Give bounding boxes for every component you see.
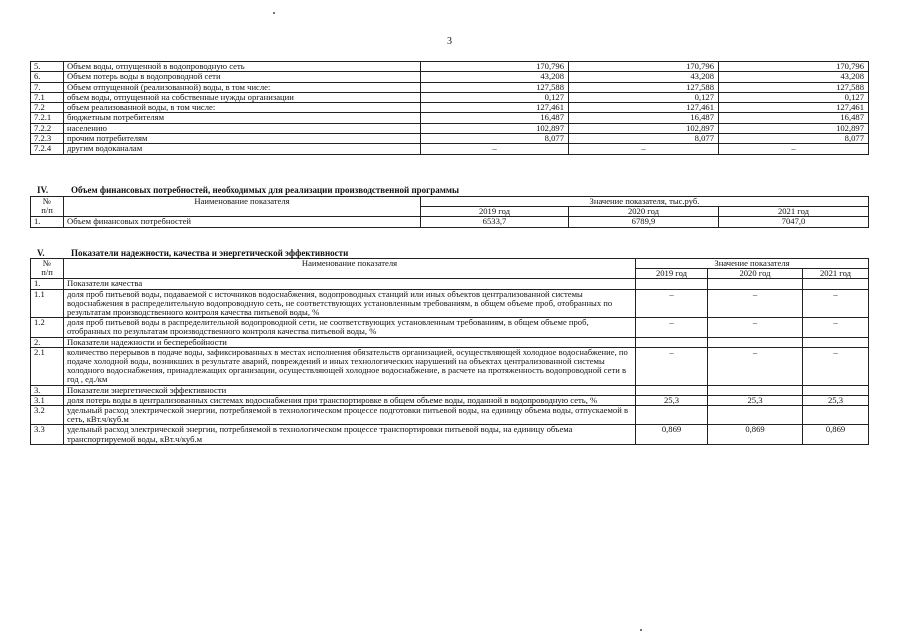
page-number: 3 [447, 36, 452, 47]
row-num: 7.2.4 [31, 144, 64, 154]
row-name: другим водоканалам [64, 144, 421, 154]
row-value-2020: 102,897 [569, 123, 719, 133]
row-value-2020 [708, 406, 803, 425]
table-row [31, 289, 869, 318]
row-num: 3.1 [31, 395, 64, 405]
table-row [31, 72, 869, 82]
row-value-2020: 0,127 [569, 92, 719, 102]
row-value-2019: 102,897 [421, 123, 569, 133]
row-name: прочим потребителям [64, 134, 421, 144]
table-row [31, 406, 869, 425]
row-value-2021: 170,796 [719, 62, 869, 72]
row-num: 7.2 [31, 103, 64, 113]
row-value-2021: 7047,0 [719, 217, 869, 227]
header-value-cell: Значение показателя, тыс.руб. [421, 197, 869, 207]
row-value-2021 [803, 406, 869, 425]
table-row [31, 425, 869, 444]
row-num: 1.1 [31, 289, 64, 318]
row-value-2020 [708, 385, 803, 395]
row-num: 3.3 [31, 425, 64, 444]
row-value-2019 [636, 406, 708, 425]
financial-needs-table [30, 196, 869, 228]
header-name-cell: Наименование показателя [64, 197, 421, 217]
row-value-2019: 170,796 [421, 62, 569, 72]
row-value-2020: 25,3 [708, 395, 803, 405]
row-num: 3. [31, 385, 64, 395]
row-name: населению [64, 123, 421, 133]
row-value-2019: 0,127 [421, 92, 569, 102]
row-num: 2.1 [31, 347, 64, 385]
row-value-2019: 127,588 [421, 82, 569, 92]
row-value-2019: 8,077 [421, 134, 569, 144]
header-num-cell: № п/п [31, 197, 64, 217]
scan-speck [640, 629, 642, 631]
row-name: Показатели надежности и бесперебойности [64, 337, 636, 347]
row-num: 7.2.1 [31, 113, 64, 123]
row-value-2020: 127,588 [569, 82, 719, 92]
row-value-2021: – [719, 144, 869, 154]
row-value-2020 [708, 337, 803, 347]
table-row [31, 92, 869, 102]
row-value-2020: 16,487 [569, 113, 719, 123]
water-volume-table [30, 61, 869, 155]
row-value-2021: – [803, 318, 869, 337]
row-value-2021: 16,487 [719, 113, 869, 123]
reliability-indicators-table [30, 258, 869, 445]
row-value-2019: – [421, 144, 569, 154]
row-value-2021: 127,461 [719, 103, 869, 113]
row-name: удельный расход электрической энергии, потребляемой в технологическом процессе подготовки питьевой воды, на единицу объема воды, отпускаемой в сеть, кВт.ч/куб.м [64, 406, 636, 425]
row-name: количество перерывов в подаче воды, зафиксированных в местах исполнения обязательств организацией, осуществляющей холодное водоснабжение, по подаче холодной воды, возникших в результате аварий, повреждений и иных технологических нарушений на объектах централизованной системы холодного водоснабжения, принадлежащих организации, осуществляющей холодное водоснабжение, в расчете на протяженность водопроводной сети в год , ед./км [64, 347, 636, 385]
year-2021-header: 2021 год [803, 269, 869, 279]
row-value-2021 [803, 385, 869, 395]
row-name: доля потерь воды в централизованных системах водоснабжения при транспортировке в общем объеме воды, поданной в водопроводную сеть, % [64, 395, 636, 405]
row-name: удельный расход электрической энергии, потребляемой в технологическом процессе транспортировки питьевой воды, на единицу объема транспортируемой воды, кВт.ч/куб.м [64, 425, 636, 444]
row-name: Показатели энергетической эффективности [64, 385, 636, 395]
row-num: 3.2 [31, 406, 64, 425]
row-name: Показатели качества [64, 279, 636, 289]
row-name: Объем финансовых потребностей [64, 217, 421, 227]
header-num-cell: № п/п [31, 259, 64, 279]
row-value-2020: 8,077 [569, 134, 719, 144]
group-row [31, 385, 869, 395]
row-value-2019 [636, 385, 708, 395]
header-value-cell: Значение показателя [636, 259, 869, 269]
table-row [31, 347, 869, 385]
group-row [31, 279, 869, 289]
header-name-cell: Наименование показателя [64, 259, 636, 279]
row-num: 7.2.3 [31, 134, 64, 144]
row-value-2020: 127,461 [569, 103, 719, 113]
year-2020-header: 2020 год [708, 269, 803, 279]
table-row [31, 144, 869, 154]
row-value-2019: 127,461 [421, 103, 569, 113]
table-row [31, 103, 869, 113]
section-4-title: IV. Объем финансовых потребностей, необходимых для реализации производственной программы [37, 185, 460, 195]
row-value-2021: – [803, 289, 869, 318]
row-num: 6. [31, 72, 64, 82]
table-row [31, 82, 869, 92]
row-value-2020: 43,208 [569, 72, 719, 82]
row-value-2020: – [708, 289, 803, 318]
row-value-2019: 16,487 [421, 113, 569, 123]
row-value-2020: – [569, 144, 719, 154]
row-name: Объем воды, отпущенной в водопроводную сеть [64, 62, 421, 72]
row-value-2019: – [636, 289, 708, 318]
year-2019-header: 2019 год [636, 269, 708, 279]
row-num: 1. [31, 279, 64, 289]
table-row [31, 318, 869, 337]
row-num: 7. [31, 82, 64, 92]
row-name: доля проб питьевой воды, подаваемой с источников водоснабжения, водопроводных станций или иных объектов централизованной системы водоснабжения в распределительную водопроводную сеть, не соответствующих установленным требованиям, в общем объеме проб, отобранных по результатам производственного контроля качества питьевой воды, % [64, 289, 636, 318]
row-num: 1. [31, 217, 64, 227]
row-value-2020: – [708, 318, 803, 337]
row-value-2021: 0,869 [803, 425, 869, 444]
row-value-2019 [636, 337, 708, 347]
row-name: бюджетным потребителям [64, 113, 421, 123]
row-value-2021 [803, 337, 869, 347]
row-num: 1.2 [31, 318, 64, 337]
row-value-2021 [803, 279, 869, 289]
row-value-2019: 43,208 [421, 72, 569, 82]
row-value-2020: 0,869 [708, 425, 803, 444]
row-value-2021: 127,588 [719, 82, 869, 92]
row-value-2019 [636, 279, 708, 289]
row-value-2019: 25,3 [636, 395, 708, 405]
group-row [31, 337, 869, 347]
section-5-title: V. Показатели надежности, качества и энергетической эффективности [37, 248, 349, 258]
row-value-2021: 43,208 [719, 72, 869, 82]
table-row [31, 134, 869, 144]
row-value-2019: – [636, 347, 708, 385]
table-row [31, 62, 869, 72]
row-num: 2. [31, 337, 64, 347]
row-value-2020: 6789,9 [569, 217, 719, 227]
row-value-2021: 0,127 [719, 92, 869, 102]
row-value-2021: 102,897 [719, 123, 869, 133]
table-row [31, 123, 869, 133]
row-name: доля проб питьевой воды в распределительной водопроводной сети, не соответствующих установленным требованиям, в общем объеме проб, отобранных по результатам производственного контроля качества питьевой воды, % [64, 318, 636, 337]
row-num: 5. [31, 62, 64, 72]
row-name: Объем потерь воды в водопроводной сети [64, 72, 421, 82]
row-value-2020: – [708, 347, 803, 385]
row-name: объем воды, отпущенной на собственные нужды организации [64, 92, 421, 102]
table-row [31, 113, 869, 123]
row-num: 7.1 [31, 92, 64, 102]
year-2020-header: 2020 год [569, 207, 719, 217]
row-value-2021: – [803, 347, 869, 385]
row-value-2019: 0,869 [636, 425, 708, 444]
year-2019-header: 2019 год [421, 207, 569, 217]
row-name: Объем отпущенной (реализованной) воды, в том числе: [64, 82, 421, 92]
row-value-2020 [708, 279, 803, 289]
row-value-2021: 25,3 [803, 395, 869, 405]
year-2021-header: 2021 год [719, 207, 869, 217]
row-value-2019: 6533,7 [421, 217, 569, 227]
scan-speck [273, 12, 275, 14]
row-name: объем реализованной воды, в том числе: [64, 103, 421, 113]
table-row [31, 395, 869, 405]
row-value-2021: 8,077 [719, 134, 869, 144]
row-value-2020: 170,796 [569, 62, 719, 72]
row-num: 7.2.2 [31, 123, 64, 133]
row-value-2019: – [636, 318, 708, 337]
